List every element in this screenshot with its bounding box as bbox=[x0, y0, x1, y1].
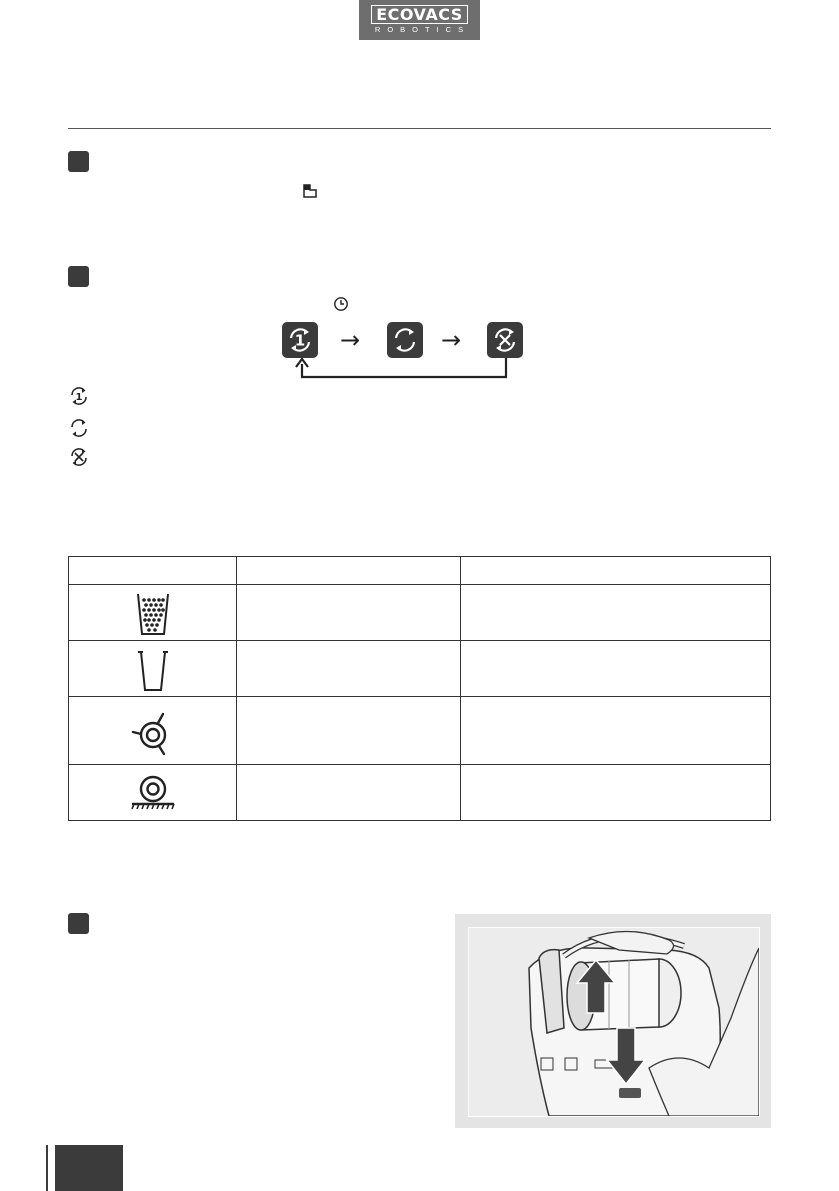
repeat-mode-button bbox=[387, 322, 423, 358]
svg-text:1: 1 bbox=[75, 392, 83, 403]
brand-logo bbox=[359, 0, 480, 40]
table-cell bbox=[237, 765, 461, 821]
side-brush-icon bbox=[130, 708, 176, 758]
dustbin-removal-illustration bbox=[455, 914, 771, 1128]
clock-icon bbox=[333, 296, 349, 312]
loop-back-arrow bbox=[292, 356, 514, 382]
step-marker-1 bbox=[68, 151, 89, 172]
page-edge-line bbox=[46, 1145, 48, 1191]
dustbin-full-icon bbox=[133, 590, 173, 638]
table-cell bbox=[461, 697, 771, 765]
table-cell bbox=[461, 585, 771, 641]
svg-text:1: 1 bbox=[294, 331, 306, 350]
table-row bbox=[69, 585, 771, 641]
page-number-tab bbox=[55, 1145, 123, 1191]
table-header-row bbox=[69, 557, 771, 585]
repeat-once-icon bbox=[68, 385, 90, 407]
arrow-icon: → bbox=[441, 326, 462, 354]
wheel-icon bbox=[128, 772, 178, 816]
table-cell bbox=[461, 765, 771, 821]
cancel-schedule-mode-button bbox=[487, 322, 523, 358]
table-cell bbox=[237, 641, 461, 697]
repeat-once-mode-button bbox=[282, 322, 318, 358]
table-header-cell bbox=[237, 557, 461, 585]
brand-subtitle: ROBOTICS bbox=[374, 25, 471, 34]
brand-name: ECOVACS bbox=[371, 5, 468, 24]
brush-icon bbox=[302, 183, 318, 199]
table-row bbox=[69, 641, 771, 697]
dustbin-empty-icon bbox=[133, 646, 173, 694]
cancel-schedule-icon bbox=[68, 446, 90, 468]
header-rule bbox=[68, 128, 771, 129]
table-cell bbox=[461, 641, 771, 697]
table-row bbox=[69, 765, 771, 821]
indicator-table bbox=[68, 556, 771, 821]
step-marker-3 bbox=[68, 913, 89, 934]
repeat-icon bbox=[68, 417, 90, 439]
step-marker-2 bbox=[68, 266, 89, 287]
table-header-cell bbox=[69, 557, 237, 585]
table-row bbox=[69, 697, 771, 765]
table-cell bbox=[237, 697, 461, 765]
arrow-icon: → bbox=[340, 326, 361, 354]
table-header-cell bbox=[461, 557, 771, 585]
table-cell bbox=[237, 585, 461, 641]
